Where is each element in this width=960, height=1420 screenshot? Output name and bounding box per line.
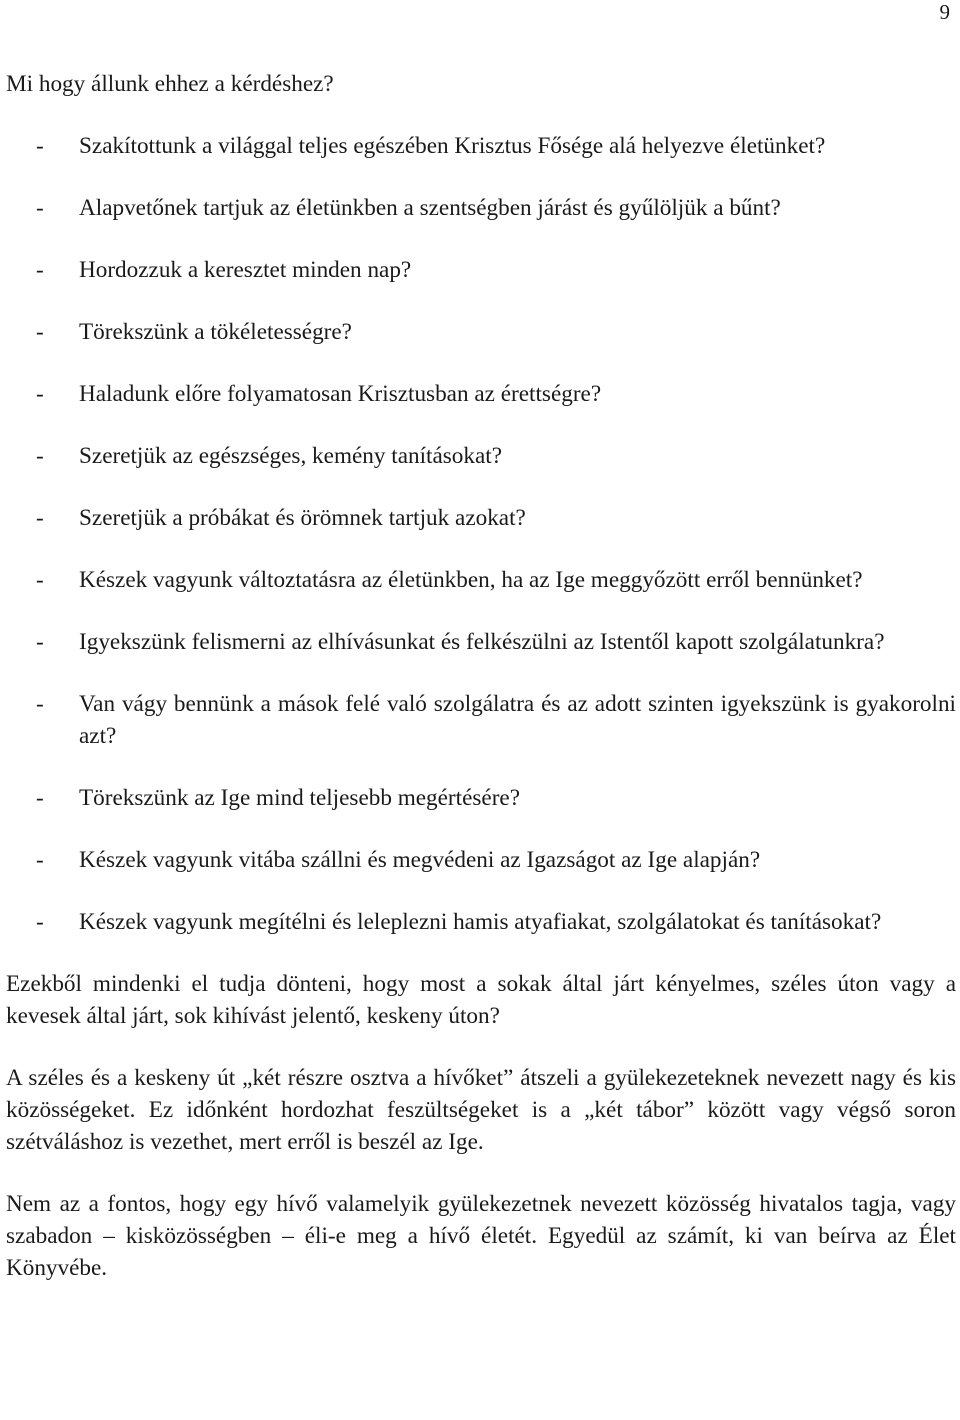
- question-list: [6, 130, 956, 938]
- question-text: Szeretjük az egészséges, kemény tanításokat?: [79, 443, 502, 469]
- question-text: Alapvetőnek tartjuk az életünkben a szentségben járást és gyűlöljük a bűnt?: [79, 195, 781, 221]
- question-text: Szakítottunk a világgal teljes egészében Krisztus Fősége alá helyezve életünket?: [79, 133, 826, 159]
- paragraph: Nem az a fontos, hogy egy hívő valamelyik gyülekezetnek nevezett közösség hivatalos tagja, vagy szabadon – kisközösségben – éli-e meg a hívő életét. Egyedül az számít, ki van beírva az Élet Könyvébe.: [6, 1191, 956, 1281]
- list-dash: -: [36, 195, 44, 221]
- question-item: [6, 192, 956, 224]
- intro-question: Mi hogy állunk ehhez a kérdéshez?: [6, 71, 334, 97]
- list-dash: -: [36, 567, 44, 593]
- question-text: Készek vagyunk változtatásra az életünkben, ha az Ige meggyőzött erről bennünket?: [79, 567, 863, 593]
- question-text: Igyekszünk felismerni az elhívásunkat és felkészülni az Istentől kapott szolgálatunkra?: [79, 629, 885, 655]
- question-item: [6, 782, 956, 814]
- question-text: Haladunk előre folyamatosan Krisztusban az érettségre?: [79, 381, 602, 407]
- question-item: [6, 844, 956, 876]
- paragraph: A széles és a keskeny út „két részre osztva a hívőket” átszeli a gyülekezeteknek nevezett nagy és kis közösségeket. Ez időnként hordozhat feszültségeket is a „két tábor” között vagy végső soron szétváláshoz is vezethet, mert erről is beszél az Ige.: [6, 1065, 956, 1155]
- question-text: Törekszünk az Ige mind teljesebb megértésére?: [79, 785, 521, 811]
- list-dash: -: [36, 691, 44, 717]
- document-body: [6, 68, 956, 1284]
- list-dash: -: [36, 785, 44, 811]
- question-item: [6, 254, 956, 286]
- list-dash: -: [36, 909, 44, 935]
- question-item: [6, 626, 956, 658]
- list-dash: -: [36, 629, 44, 655]
- question-text: Törekszünk a tökéletességre?: [79, 319, 352, 345]
- list-dash: -: [36, 133, 44, 159]
- question-item: [6, 564, 956, 596]
- list-dash: -: [36, 257, 44, 283]
- question-text: Készek vagyunk vitába szállni és megvédeni az Igazságot az Ige alapján?: [79, 847, 761, 873]
- paragraph: Ezekből mindenki el tudja dönteni, hogy most a sokak által járt kényelmes, széles úton vagy a kevesek által járt, sok kihívást jelentő, keskeny úton?: [6, 971, 956, 1029]
- question-text: Van vágy bennünk a mások felé való szolgálatra és az adott szinten igyekszünk is gyakorolni azt?: [79, 691, 956, 749]
- question-text: Szeretjük a próbákat és örömnek tartjuk azokat?: [79, 505, 526, 531]
- page-number: 9: [939, 0, 950, 24]
- question-item: [6, 130, 956, 162]
- question-text: Készek vagyunk megítélni és leleplezni hamis atyafiakat, szolgálatokat és tanításokat?: [79, 909, 882, 935]
- question-item: [6, 502, 956, 534]
- question-item: [6, 440, 956, 472]
- list-dash: -: [36, 847, 44, 873]
- list-dash: -: [36, 319, 44, 345]
- question-text: Hordozzuk a keresztet minden nap?: [79, 257, 412, 283]
- list-dash: -: [36, 381, 44, 407]
- question-item: [6, 378, 956, 410]
- list-dash: -: [36, 443, 44, 469]
- question-item: [6, 906, 956, 938]
- question-item: [6, 688, 956, 752]
- list-dash: -: [36, 505, 44, 531]
- question-item: [6, 316, 956, 348]
